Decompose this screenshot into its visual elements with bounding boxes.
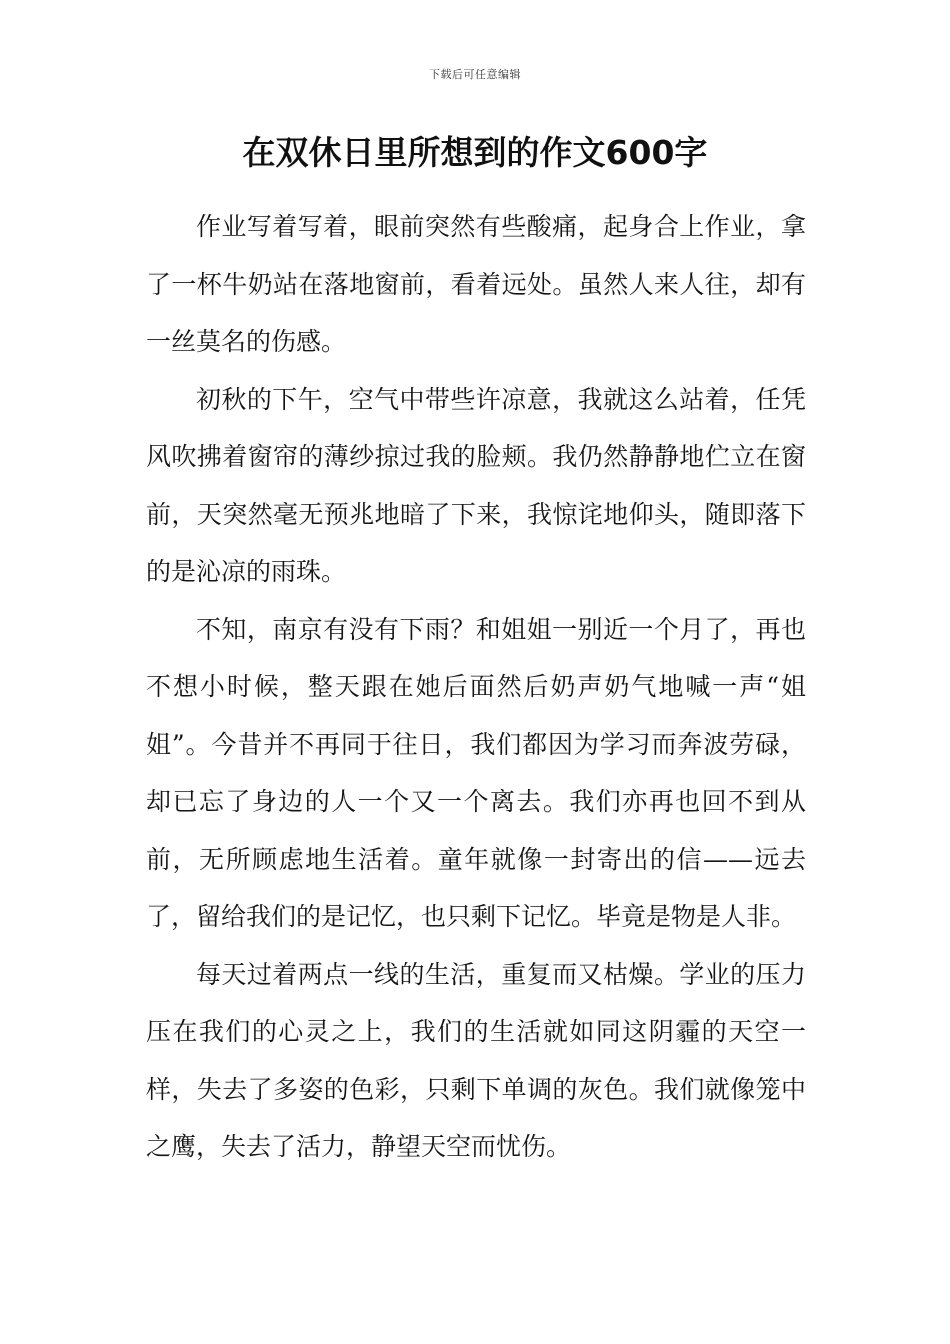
paragraph-2: 初秋的下午，空气中带些许凉意，我就这么站着，任凭风吹拂着窗帘的薄纱掠过我的脸颊。我仍然静静地伫立在窗前，天突然毫无预兆地暗了下来，我惊诧地仰头，随即落下的是沁凉的雨珠。 <box>146 384 806 586</box>
paragraph-4: 每天过着两点一线的生活，重复而又枯燥。学业的压力压在我们的心灵之上，我们的生活就如同这阴霾的天空一样，失去了多姿的色彩，只剩下单调的灰色。我们就像笼中之鹰，失去了活力，静望天空而忧伤。 <box>146 959 806 1161</box>
paragraph-1: 作业写着写着，眼前突然有些酸痛，起身合上作业，拿了一杯牛奶站在落地窗前，看着远处。虽然人来人往，却有一丝莫名的伤感。 <box>146 212 806 356</box>
document-body <box>146 198 806 1176</box>
paragraph-3: 不知，南京有没有下雨？和姐姐一别近一个月了，再也不想小时候，整天跟在她后面然后奶声奶气地喊一声“姐姐”。今昔并不再同于往日，我们都因为学习而奔波劳碌，却已忘了身边的人一个又一个离去。我们亦再也回不到从前，无所顾虑地生活着。童年就像一封寄出的信——远去了，留给我们的是记忆，也只剩下记忆。毕竟是物是人非。 <box>146 614 806 931</box>
header-note: 下载后可任意编辑 <box>429 68 521 81</box>
document-title: 在双休日里所想到的作文600字 <box>242 133 708 172</box>
